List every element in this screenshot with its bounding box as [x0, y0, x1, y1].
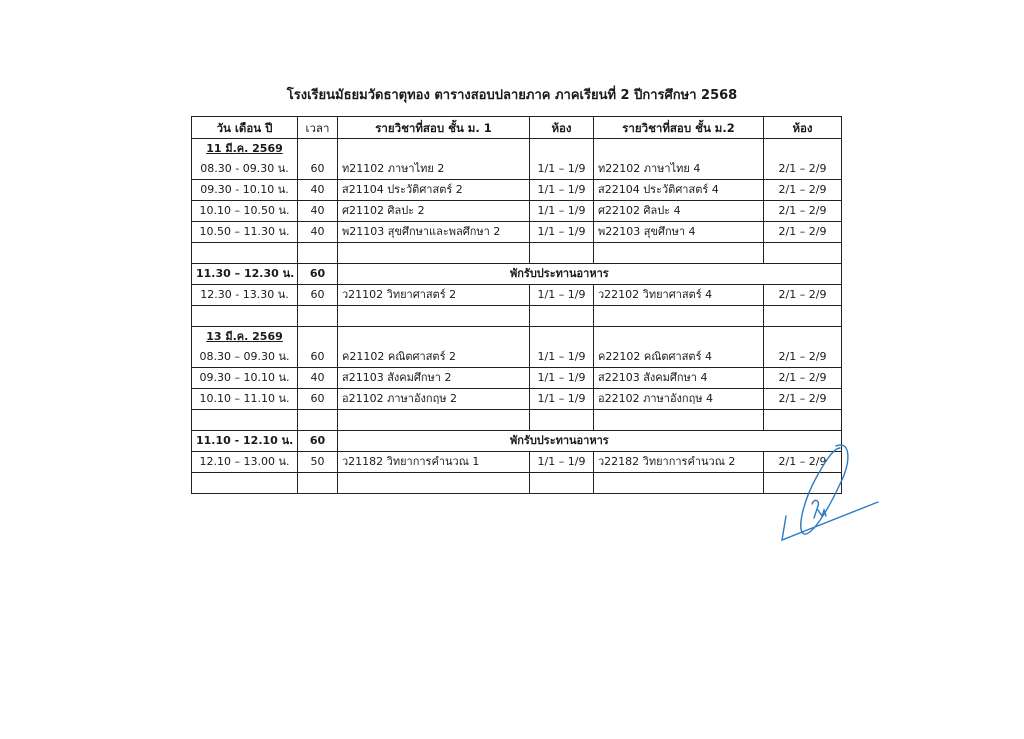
subject-m2: ส22103 สังคมศึกษา 4: [594, 368, 764, 389]
lunch-label: พักรับประทานอาหาร: [338, 264, 842, 285]
time-slot: 09.30 – 10.10 น.: [192, 368, 298, 389]
room-m2: 2/1 – 2/9: [764, 368, 842, 389]
time-slot: 10.50 – 11.30 น.: [192, 222, 298, 243]
room-m2: 2/1 – 2/9: [764, 180, 842, 201]
room-m2: 2/1 – 2/9: [764, 222, 842, 243]
subject-m1: อ21102 ภาษาอังกฤษ 2: [338, 389, 530, 410]
subject-m1: ศ21102 ศิลปะ 2: [338, 201, 530, 222]
time-slot: 09.30 - 10.10 น.: [192, 180, 298, 201]
room-m1: 1/1 – 1/9: [537, 350, 586, 363]
empty-row: [192, 410, 842, 431]
room-m2: 2/1 – 2/9: [764, 201, 842, 222]
header-room-m2: ห้อง: [764, 117, 842, 139]
lunch-duration: 60: [298, 431, 338, 452]
header-time: เวลา: [298, 117, 338, 139]
table-row: [192, 389, 842, 410]
table-row: [192, 139, 842, 180]
table-row: [192, 201, 842, 222]
room-m2: 2/1 – 2/9: [778, 162, 827, 175]
table-row: [192, 180, 842, 201]
table-row: [192, 368, 842, 389]
duration: 40: [298, 180, 338, 201]
lunch-row: [192, 431, 842, 452]
time-slot: 10.10 – 10.50 น.: [192, 201, 298, 222]
duration: 60: [298, 389, 338, 410]
subject-m2: อ22102 ภาษาอังกฤษ 4: [594, 389, 764, 410]
subject-m2: ว22102 วิทยาศาสตร์ 4: [594, 285, 764, 306]
subject-m1: ส21104 ประวัติศาสตร์ 2: [338, 180, 530, 201]
header-subject-m2: รายวิชาที่สอบ ชั้น ม.2: [594, 117, 764, 139]
room-m2: 2/1 – 2/9: [778, 350, 827, 363]
empty-row: [192, 473, 842, 494]
subject-m2: พ22103 สุขศึกษา 4: [594, 222, 764, 243]
duration: 60: [310, 162, 325, 175]
header-subject-m1: รายวิชาที่สอบ ชั้น ม. 1: [338, 117, 530, 139]
empty-row: [192, 243, 842, 264]
room-m2: 2/1 – 2/9: [764, 452, 842, 473]
subject-m2: ค22102 คณิตศาสตร์ 4: [598, 350, 712, 363]
lunch-time: 11.30 – 12.30 น.: [192, 264, 298, 285]
room-m2: 2/1 – 2/9: [764, 285, 842, 306]
duration: 60: [298, 285, 338, 306]
subject-m1: ส21103 สังคมศึกษา 2: [338, 368, 530, 389]
duration: 40: [298, 368, 338, 389]
subject-m2: ส22104 ประวัติศาสตร์ 4: [594, 180, 764, 201]
table-row: [192, 327, 842, 368]
time-slot: 08.30 – 09.30 น.: [199, 350, 290, 363]
empty-row: [192, 306, 842, 327]
duration: 50: [298, 452, 338, 473]
table-row: [192, 452, 842, 473]
signature-image: [760, 440, 890, 550]
time-slot: 08.30 - 09.30 น.: [200, 162, 289, 175]
room-m1: 1/1 – 1/9: [530, 180, 594, 201]
lunch-row: [192, 264, 842, 285]
header-row: [192, 117, 842, 139]
subject-m1: ท21102 ภาษาไทย 2: [342, 162, 445, 175]
subject-m2: ศ22102 ศิลปะ 4: [594, 201, 764, 222]
duration: 40: [298, 201, 338, 222]
lunch-time: 11.10 - 12.10 น.: [192, 431, 298, 452]
subject-m1: ว21182 วิทยาการคำนวณ 1: [338, 452, 530, 473]
subject-m2: ท22102 ภาษาไทย 4: [598, 162, 701, 175]
room-m1: 1/1 – 1/9: [530, 222, 594, 243]
subject-m1: ค21102 คณิตศาสตร์ 2: [342, 350, 456, 363]
table-row: [192, 222, 842, 243]
header-date: วัน เดือน ปี: [192, 117, 298, 139]
document-title: โรงเรียนมัธยมวัดธาตุทอง ตารางสอบปลายภาค ภาคเรียนที่ 2 ปีการศึกษา 2568: [286, 88, 738, 103]
room-m1: 1/1 – 1/9: [530, 389, 594, 410]
duration: 40: [298, 222, 338, 243]
date-label: 11 มี.ค. 2569: [206, 142, 283, 155]
subject-m2: ว22182 วิทยาการคำนวณ 2: [594, 452, 764, 473]
room-m1: 1/1 – 1/9: [530, 285, 594, 306]
time-slot: 10.10 – 11.10 น.: [192, 389, 298, 410]
exam-schedule-table: [191, 116, 842, 494]
subject-m1: พ21103 สุขศึกษาและพลศึกษา 2: [338, 222, 530, 243]
subject-m1: ว21102 วิทยาศาสตร์ 2: [338, 285, 530, 306]
room-m1: 1/1 – 1/9: [530, 368, 594, 389]
signature-strokes: [782, 445, 878, 540]
room-m1: 1/1 – 1/9: [530, 452, 594, 473]
time-slot: 12.10 – 13.00 น.: [192, 452, 298, 473]
lunch-duration: 60: [298, 264, 338, 285]
lunch-label: พักรับประทานอาหาร: [338, 431, 842, 452]
table-row: [192, 285, 842, 306]
room-m1: 1/1 – 1/9: [537, 162, 586, 175]
header-room-m1: ห้อง: [530, 117, 594, 139]
room-m2: 2/1 – 2/9: [764, 389, 842, 410]
room-m1: 1/1 – 1/9: [530, 201, 594, 222]
duration: 60: [310, 350, 325, 363]
time-slot: 12.30 - 13.30 น.: [192, 285, 298, 306]
date-label: 13 มี.ค. 2569: [206, 330, 283, 343]
